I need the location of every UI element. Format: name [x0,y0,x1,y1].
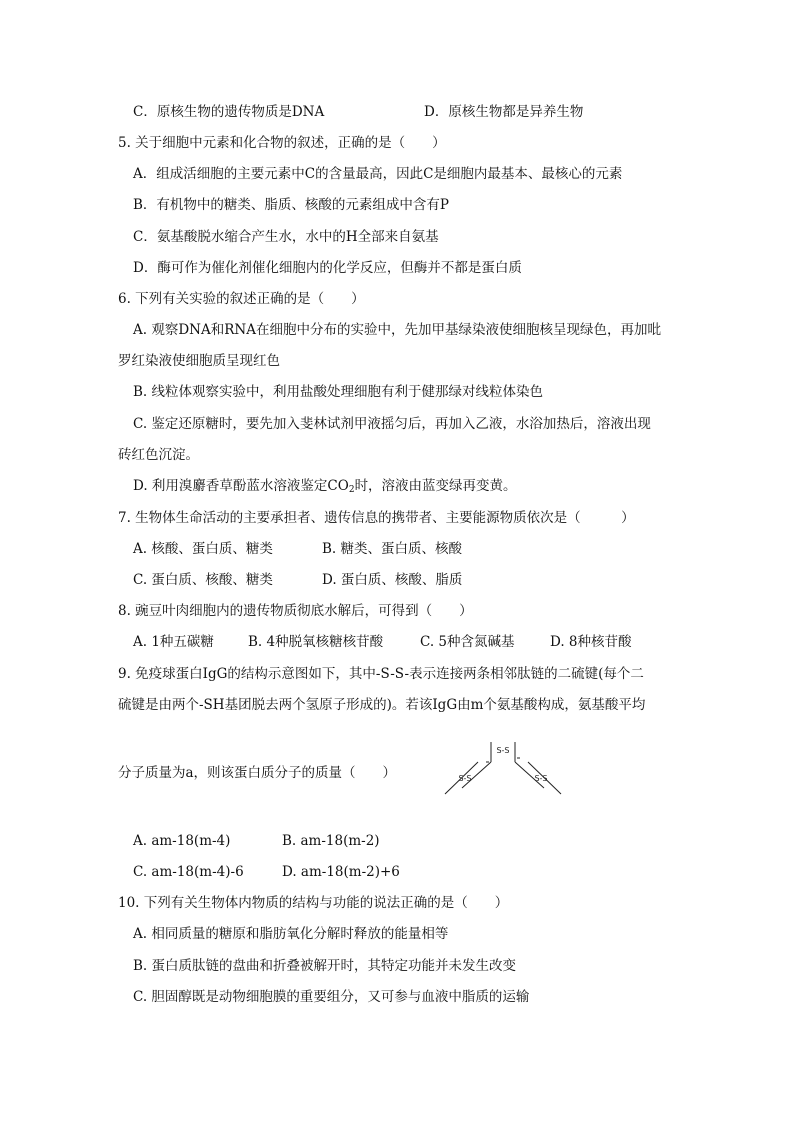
q5-option-b: B．有机物中的糖类、脂质、核酸的元素组成中含有P [133,197,450,213]
q9-option-a: A. am-18(m-4) [133,833,231,849]
q8-option-b: B. 4种脱氧核糖核苷酸 [248,634,384,650]
q9-option-d: D. am-18(m-2)+6 [282,864,400,880]
q9-stem-line2: 硫键是由两个-SH基团脱去两个氢原子形成的)。若该IgG由m个氨基酸构成，氨基酸平均 [118,697,646,713]
q6-stem: 6. 下列有关实验的叙述正确的是（ ） [118,291,365,307]
q9-stem-line1: 9. 免疫球蛋白IgG的结构示意图如下，其中-S-S-表示连接两条相邻肽链的二硫键(每个二 [118,666,644,682]
q10-stem: 10. 下列有关生物体内物质的结构与功能的说法正确的是（ ） [118,895,509,911]
ss-bond-top-label: S-S [496,746,510,755]
q5-stem: 5. 关于细胞中元素和化合物的叙述，正确的是（ ） [118,135,446,151]
q4-option-c: C．原核生物的遗传物质是DNA [133,104,325,120]
q8-option-d: D. 8种核苷酸 [550,634,632,650]
q6-option-c-line2: 砖红色沉淀。 [118,447,199,463]
q7-option-a: A. 核酸、蛋白质、糖类 [133,541,273,557]
q4-option-d: D．原核生物都是异养生物 [424,104,584,120]
q6-option-c-line1: C. 鉴定还原糖时，要先加入斐林试剂甲液摇匀后，再加入乙液，水浴加热后，溶液出现 [133,416,651,432]
q8-option-c: C. 5种含氮碱基 [420,634,515,650]
q10-option-c: C. 胆固醇既是动物细胞膜的重要组分，又可参与血液中脂质的运输 [133,989,530,1005]
q7-option-b: B. 糖类、蛋白质、核酸 [322,541,463,557]
q6-option-d-pre: D. 利用溴麝香草酚蓝水溶液鉴定CO [133,478,349,494]
ss-bond-right-label: S-S [534,774,548,783]
ss-bond-left-label: S-S [458,774,472,783]
q5-option-a: A．组成活细胞的主要元素中C的含量最高，因此C是细胞内最基本、最核心的元素 [133,166,623,182]
q8-stem: 8. 豌豆叶肉细胞内的遗传物质彻底水解后，可得到（ ） [118,603,473,619]
q7-option-d: D. 蛋白质、核酸、脂质 [322,572,463,588]
q10-option-a: A. 相同质量的糖原和脂肪氧化分解时释放的能量相等 [133,926,449,942]
q9-stem-line3: 分子质量为a，则该蛋白质分子的质量（ ） [118,765,397,781]
q9-option-c: C. am-18(m-4)-6 [133,864,244,880]
q9-option-b: B. am-18(m-2) [282,833,380,849]
q10-option-b: B. 蛋白质肽链的盘曲和折叠被解开时，其特定功能并未发生改变 [133,958,517,974]
q6-option-d-sub: 2 [348,485,355,495]
q6-option-b: B. 线粒体观察实验中，利用盐酸处理细胞有利于健那绿对线粒体染色 [133,384,544,400]
igg-structure-diagram [440,740,570,802]
q7-stem: 7. 生物体生命活动的主要承担者、遗传信息的携带者、主要能源物质依次是（ ） [118,510,635,526]
q8-option-a: A. 1种五碳糖 [133,634,214,650]
q6-option-d-post: 时，溶液由蓝变绿再变黄。 [354,478,517,494]
q7-option-c: C. 蛋白质、核酸、糖类 [133,572,273,588]
q6-option-a-line1: A. 观察DNA和RNA在细胞中分布的实验中，先加甲基绿染液使细胞核呈现绿色，再加吡 [133,322,661,338]
q6-option-d [133,477,517,499]
q5-option-d: D．酶可作为催化剂催化细胞内的化学反应，但酶并不都是蛋白质 [133,260,522,276]
q6-option-a-line2: 罗红染液使细胞质呈现红色 [118,353,280,369]
q5-option-c: C．氨基酸脱水缩合产生水，水中的H全部来自氨基 [133,229,439,245]
